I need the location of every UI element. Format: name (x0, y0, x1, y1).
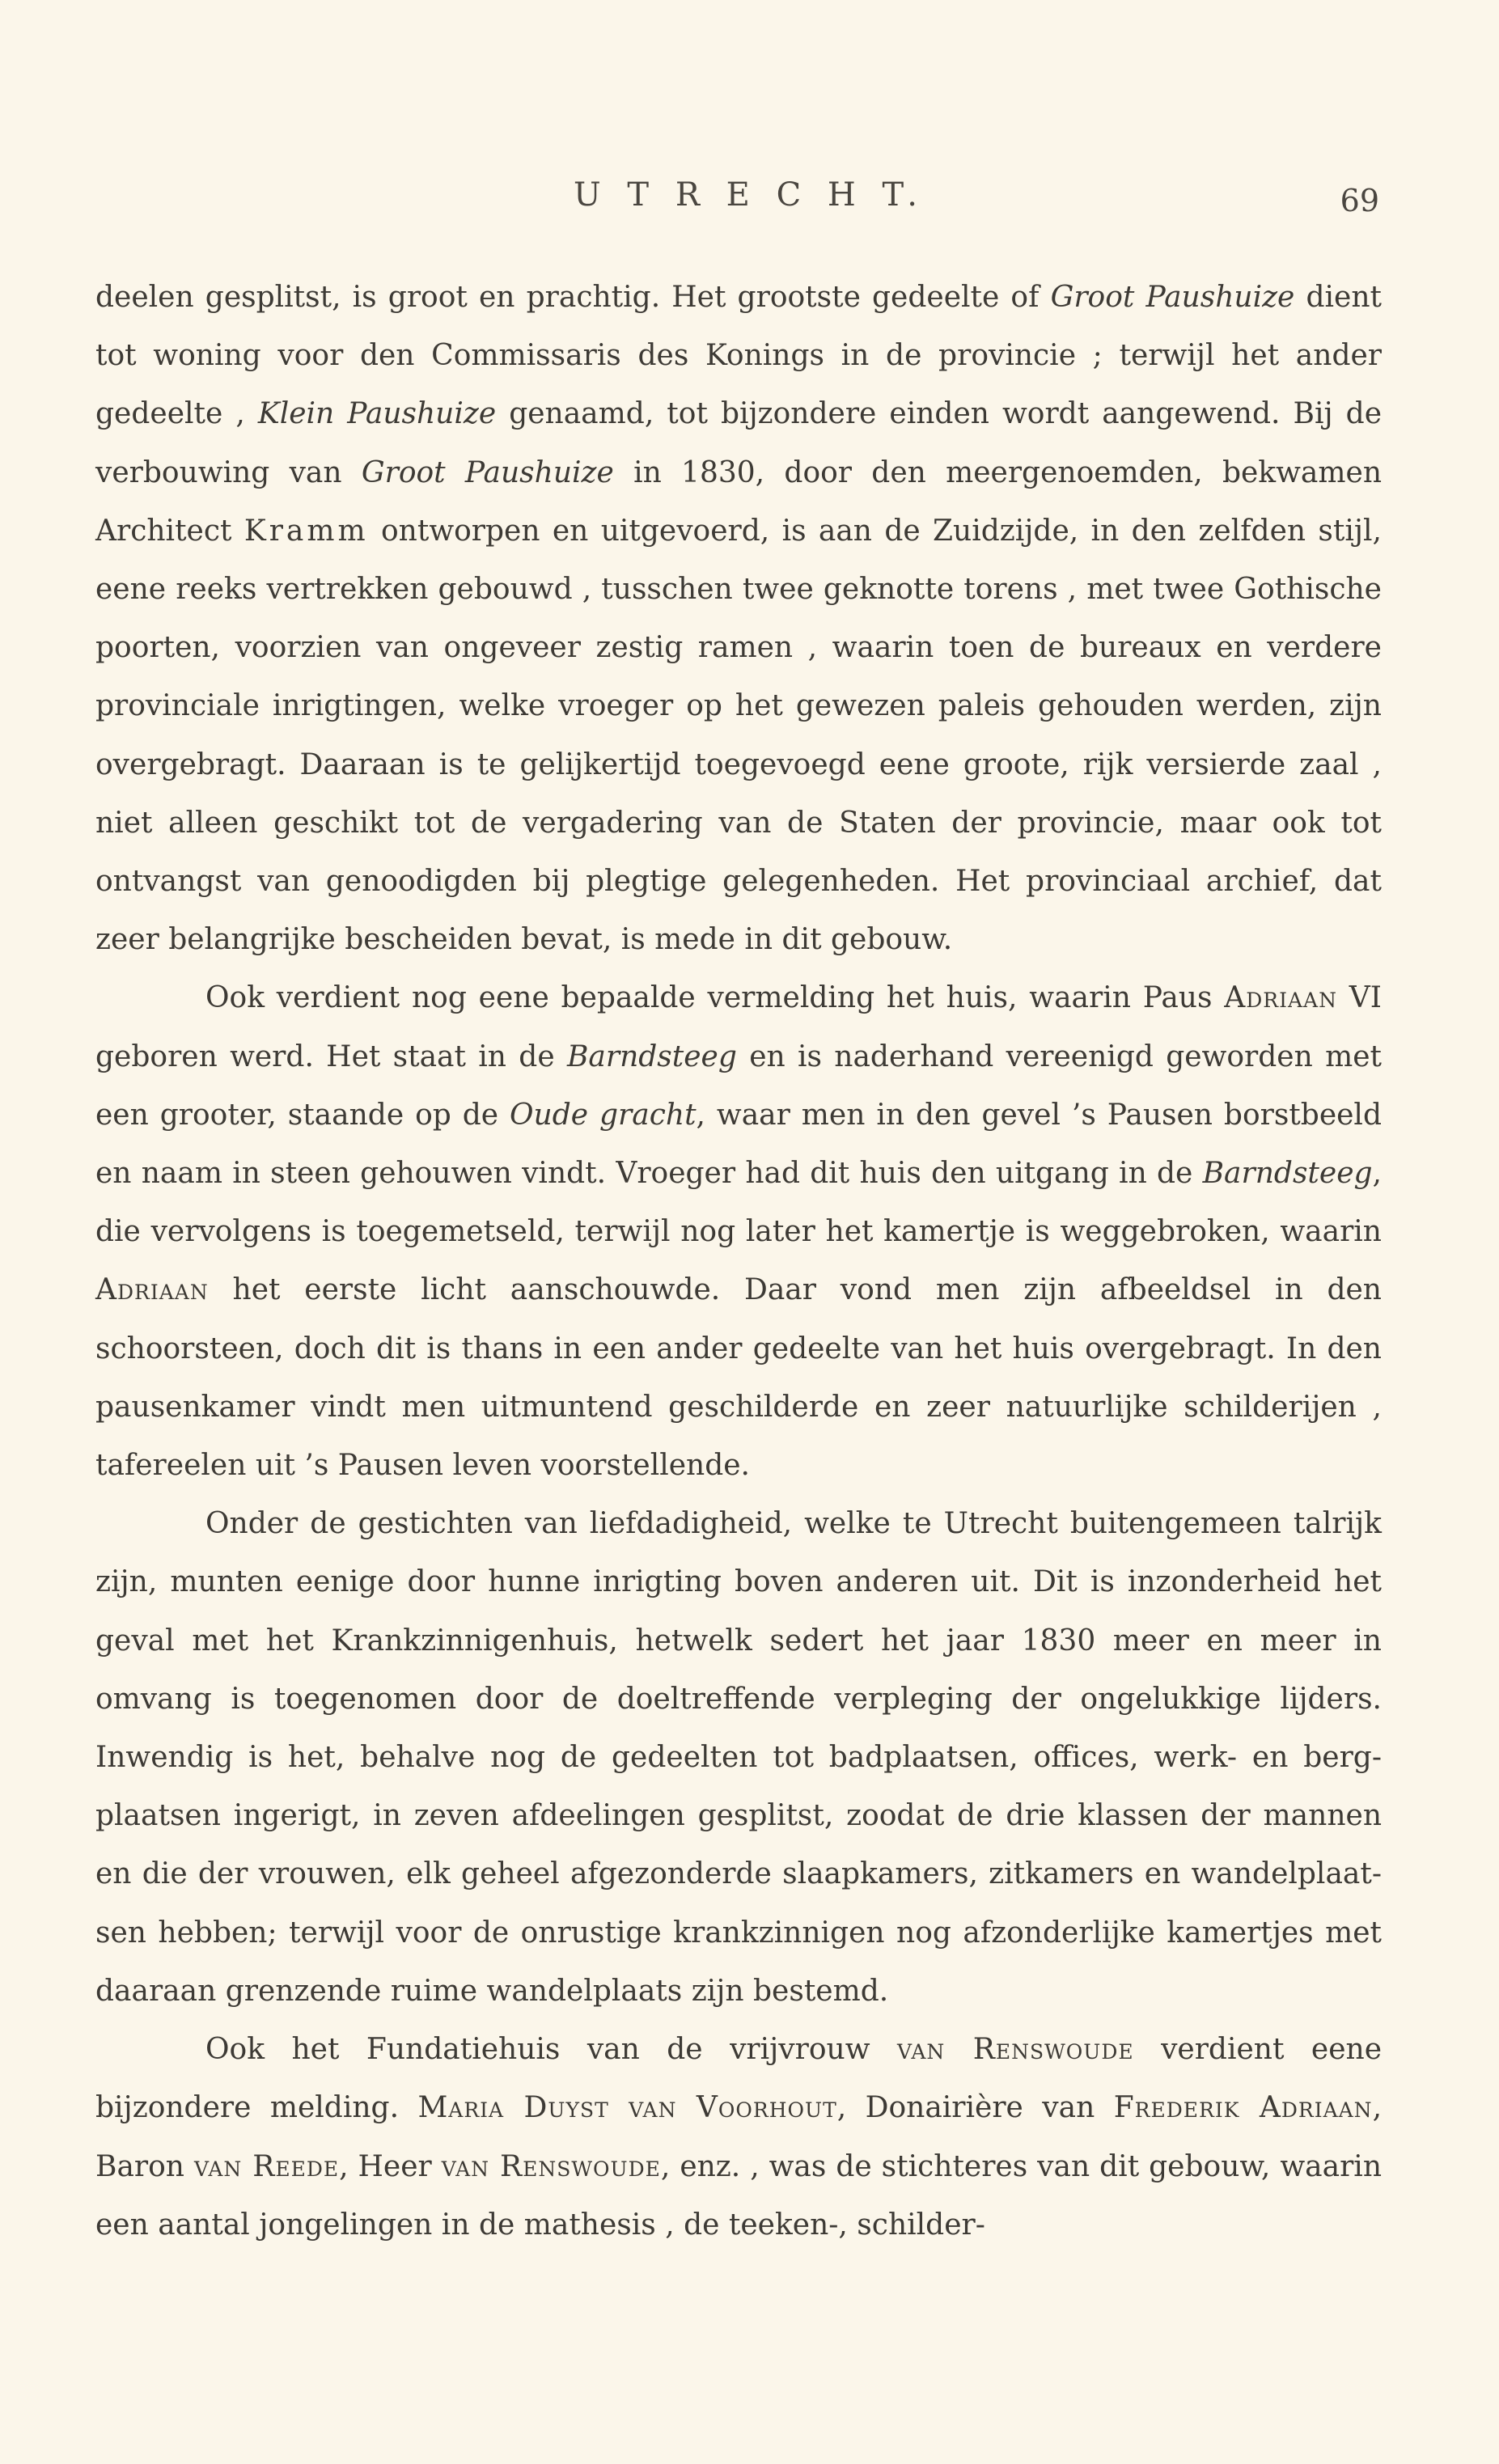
text-run: VI geboren werd. Het staat in de (95, 981, 1382, 1073)
small-caps-name: van Renswoude (441, 2149, 661, 2183)
italic-phrase: Barndsteeg (1202, 1157, 1373, 1191)
italic-phrase: Oude gracht (510, 1098, 697, 1132)
italic-phrase: Barndsteeg (566, 1039, 737, 1073)
small-caps-name: van Reede (193, 2149, 340, 2183)
paragraph (95, 969, 1382, 1495)
page-number: 69 (1340, 183, 1379, 218)
italic-phrase: Groot Paushuize (361, 455, 614, 489)
text-run: , Heer (339, 2149, 442, 2183)
small-caps-name: Adriaan (1224, 981, 1337, 1015)
text-run: Ook het Fundatiehuis van de vrijvrouw (205, 2033, 897, 2067)
text-run: dient tot woning voor den Commissaris des Konings in de provincie ; terwijl het ander gedeelte , (95, 281, 1383, 431)
spaced-name: Kramm (243, 514, 369, 548)
running-title: U T R E C H T. (574, 176, 925, 214)
small-caps-name: Frederik Adriaan (1113, 2091, 1373, 2125)
small-caps-name: Adriaan (95, 1273, 209, 1307)
text-run: Onder de gestichten van liefdadigheid, welke te Utrecht buitengemeen talrijk zijn, munten eenige door hunne inrigting boven anderen uit. Dit is inzonderheid het geval met het Krankzinnigenhuis, hetwelk sedert het jaar 1830 meer en meer in omvang is toegenomen door de doeltreffende verpleging der ongelukkige lijders. Inwendig is het, behalve nog de gedeelten tot badplaatsen, offices, werk- en berg-plaatsen ingerigt, in zeven afdeelingen gesplitst, zoodat de drie klassen der mannen en die der vrouwen, elk geheel afgezonderde slaapkamers, zitkamers en wandelplaat-sen hebben; terwijl voor de onrustige krankzinnigen nog afzonderlijke kamertjes met daaraan grenzende ruime wandelplaats zijn bestemd. (95, 1507, 1382, 2008)
running-head (0, 176, 1499, 225)
text-run: het eerste licht aanschouwde. Daar vond men zijn afbeeldsel in den schoorsteen, doch dit is thans in een ander gedeelte van het huis overgebragt. In den pausenkamer vindt men uitmuntend geschilderde en zeer natuurlijke schilderijen , tafereelen uit ’s Pausen leven voorstellende. (95, 1273, 1382, 1483)
paragraph (95, 1495, 1382, 2021)
body-text (95, 269, 1382, 2254)
paragraph (95, 2021, 1382, 2254)
text-run: en is naderhand vereenigd geworden met een grooter, staande op de (95, 1039, 1382, 1132)
text-run: genaamd, tot bijzondere einden wordt aangewend. Bij de verbouwing van (95, 397, 1383, 489)
italic-phrase: Groot Paushuize (1050, 281, 1295, 314)
italic-phrase: Klein Paushuize (257, 397, 497, 431)
text-run: Ook verdient nog eene bepaalde vermelding het huis, waarin Paus (205, 981, 1225, 1015)
text-run: verdient eene bijzondere melding. (95, 2033, 1382, 2125)
text-run: , enz. , was de stichteres van dit gebouw, waarin een aantal jongelingen in de mathesis , de teeken-, schilder- (95, 2149, 1382, 2242)
text-run: , waar men in den gevel ’s Pausen borstbeeld en naam in steen gehouwen vindt. Vroeger had dit huis den uitgang in de (95, 1098, 1382, 1191)
text-run: ontworpen en uitgevoerd, is aan de Zuidzijde, in den zelfden stijl, eene reeks vertrekken gebouwd , tusschen twee geknotte torens , met twee Gothische poorten, voorzien van ongeveer zestig ramen , waarin toen de bureaux en verdere provinciale inrigtingen, welke vroeger op het gewezen paleis gehouden werden, zijn overgebragt. Daaraan is te gelijkertijd toegevoegd eene groote, rijk versierde zaal , niet alleen geschikt tot de vergadering van de Staten der provincie, maar ook tot ontvangst van genoodigden bij plegtige gelegenheden. Het provinciaal archief, dat zeer belangrijke bescheiden bevat, is mede in dit gebouw. (95, 514, 1382, 957)
text-run: in 1830, door den meergenoemden, bekwamen Architect (95, 455, 1383, 548)
small-caps-name: Maria Duyst van Voorhout (417, 2091, 837, 2125)
small-caps-name: van Renswoude (896, 2033, 1134, 2067)
text-run: , Baron (95, 2091, 1383, 2183)
paragraph (95, 269, 1382, 969)
text-run: , Donairière van (836, 2091, 1114, 2125)
text-run: , die vervolgens is toegemetseld, terwijl nog later het kamertje is weggebroken, waarin (95, 1157, 1382, 1249)
text-run: deelen gesplitst, is groot en prachtig. Het grootste gedeelte of (95, 281, 1051, 314)
